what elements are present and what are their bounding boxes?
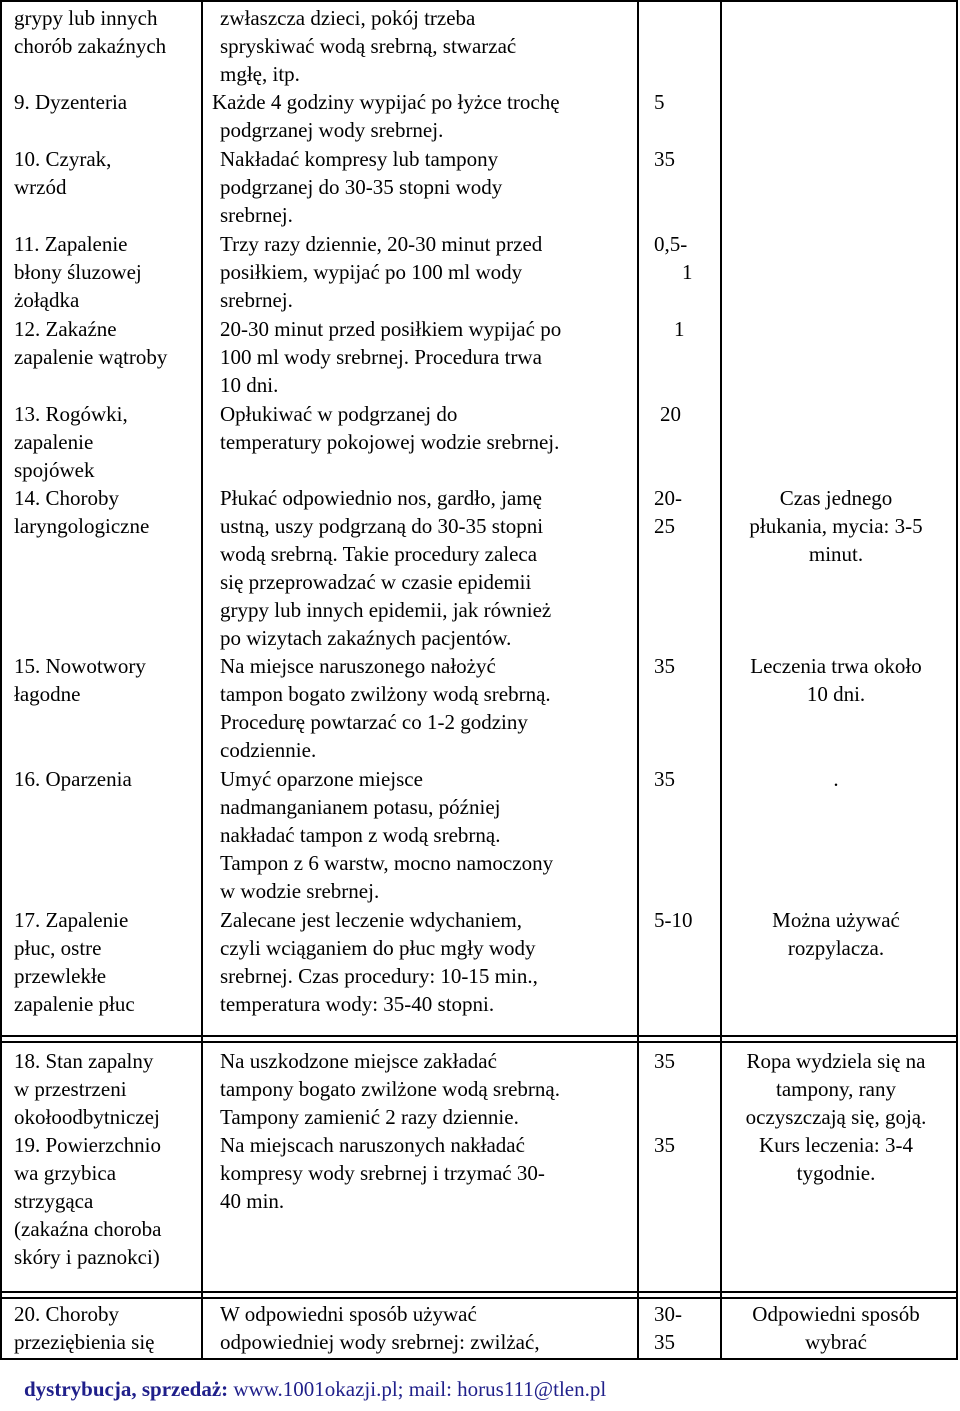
procedure-line: Umyć oparzone miejsce [220, 767, 423, 791]
disease-line: przewlekłe [14, 964, 107, 988]
disease-line: laryngologiczne [14, 514, 150, 538]
procedure-line: temperatura wody: 35-40 stopni. [220, 992, 495, 1016]
remarks-cell [736, 765, 936, 793]
disease-line: przeziębienia się [14, 1330, 155, 1354]
procedure-line: srebrnej. Czas procedury: 10-15 min., [220, 964, 538, 988]
procedure-line: Na miejscach naruszonych nakładać [220, 1133, 525, 1157]
procedure-line: codziennie. [220, 738, 317, 762]
remarks-line: Kurs leczenia: 3-4 [759, 1133, 913, 1157]
concentration-cell [654, 315, 734, 343]
concentration-line: 35 [654, 1133, 675, 1157]
procedure-line: 40 min. [220, 1189, 285, 1213]
procedure-line: srebrnej. [220, 203, 293, 227]
concentration-cell [654, 1300, 734, 1356]
disease-line: łagodne [14, 682, 81, 706]
table-border-col3 [637, 0, 639, 1360]
concentration-line: 35 [654, 1330, 675, 1354]
procedure-line: Tampon z 6 warstw, mocno namoczony [220, 851, 554, 875]
procedure-line: W odpowiedni sposób używać [220, 1302, 477, 1326]
remarks-line: Odpowiedni sposób [752, 1302, 920, 1326]
remarks-line: Czas jednego [779, 486, 893, 510]
procedure-line: Nakładać kompresy lub tampony [220, 147, 499, 171]
disease-cell [14, 1131, 161, 1271]
disease-cell [14, 484, 149, 540]
concentration-line: 1 [674, 317, 685, 341]
disease-line: 18. Stan zapalny [14, 1049, 154, 1073]
remarks-line: tampony, rany [776, 1077, 896, 1101]
procedure-line: zwłaszcza dzieci, pokój trzeba [220, 6, 476, 30]
remarks-line: oczyszczają się, goją. [745, 1105, 927, 1129]
procedure-line: odpowiedniej wody srebrnej: zwilżać, [220, 1330, 540, 1354]
table-border-col2 [201, 0, 203, 1360]
remarks-line: tygodnie. [796, 1161, 876, 1185]
procedure-line: 20-30 minut przed posiłkiem wypijać po [220, 317, 562, 341]
disease-line: 19. Powierzchnio [14, 1133, 161, 1157]
disease-line: 12. Zakaźne [14, 317, 117, 341]
remarks-line: 10 dni. [806, 682, 866, 706]
procedure-line: w wodzie srebrnej. [220, 879, 380, 903]
procedure-line: Trzy razy dziennie, 20-30 minut przed [220, 232, 543, 256]
table-border-left [0, 0, 2, 1360]
concentration-line: 0,5- [654, 232, 688, 256]
procedure-line: posiłkiem, wypijać po 100 ml wody [220, 260, 523, 284]
remarks-line: Ropa wydziela się na [746, 1049, 926, 1073]
concentration-cell [654, 765, 734, 793]
procedure-cell [220, 1300, 540, 1356]
procedure-line: tampony bogato zwilżone wodą srebrną. [220, 1077, 560, 1101]
procedure-line: nadmanganianem potasu, później [220, 795, 501, 819]
procedure-line: się przeprowadzać w czasie epidemii [220, 570, 532, 594]
procedure-cell [220, 765, 553, 905]
procedure-cell [220, 484, 551, 652]
remarks-line: minut. [808, 542, 864, 566]
concentration-line: 35 [654, 147, 675, 171]
remarks-cell [736, 1047, 936, 1131]
procedure-cell [212, 88, 560, 144]
disease-line: 14. Choroby [14, 486, 119, 510]
concentration-line: 1 [682, 260, 693, 284]
table-border-right [956, 0, 958, 1360]
disease-line: grypy lub innych [14, 6, 158, 30]
disease-cell [14, 4, 166, 60]
disease-cell [14, 145, 111, 201]
procedure-line: Procedurę powtarzać co 1-2 godziny [220, 710, 528, 734]
remarks-line: Leczenia trwa około [750, 654, 922, 678]
disease-line: 10. Czyrak, [14, 147, 112, 171]
row-divider [0, 1041, 958, 1043]
disease-line: wrzód [14, 175, 67, 199]
disease-line: 17. Zapalenie [14, 908, 129, 932]
disease-line: 9. Dyzenteria [14, 90, 128, 114]
concentration-line: 35 [654, 767, 675, 791]
disease-cell [14, 315, 167, 371]
disease-cell [14, 1047, 160, 1131]
concentration-cell [654, 484, 734, 540]
concentration-line: 35 [654, 654, 675, 678]
procedure-cell [220, 652, 551, 764]
procedure-cell [220, 4, 516, 88]
disease-line: strzygąca [14, 1189, 94, 1213]
concentration-cell [654, 145, 734, 173]
remarks-line: Można używać [772, 908, 900, 932]
procedure-cell [220, 145, 502, 229]
remarks-cell [736, 652, 936, 708]
disease-line: zapalenie [14, 430, 94, 454]
disease-line: (zakaźna choroba [14, 1217, 162, 1241]
disease-line: 20. Choroby [14, 1302, 119, 1326]
procedure-cell [220, 1131, 545, 1215]
concentration-line: 25 [654, 514, 675, 538]
disease-line: 16. Oparzenia [14, 767, 132, 791]
disease-line: w przestrzeni [14, 1077, 127, 1101]
procedure-line: czyli wciąganiem do płuc mgły wody [220, 936, 536, 960]
disease-line: zapalenie płuc [14, 992, 135, 1016]
remarks-line: płukania, mycia: 3-5 [749, 514, 923, 538]
procedure-line: temperatury pokojowej wodzie srebrnej. [220, 430, 560, 454]
disease-cell [14, 88, 127, 116]
procedure-line: spryskiwać wodą srebrną, stwarzać [220, 34, 517, 58]
remarks-line: . [833, 767, 839, 791]
concentration-cell [654, 1047, 734, 1075]
disease-line: 15. Nowotwory [14, 654, 146, 678]
disease-line: zapalenie wątroby [14, 345, 168, 369]
procedure-line: Opłukiwać w podgrzanej do [220, 402, 458, 426]
disease-line: okołoodbytniczej [14, 1105, 160, 1129]
disease-cell [14, 652, 146, 708]
procedure-line: srebrnej. [220, 288, 293, 312]
remarks-cell [736, 484, 936, 568]
remarks-line: rozpylacza. [787, 936, 885, 960]
procedure-cell [220, 315, 561, 399]
concentration-cell [654, 400, 734, 428]
concentration-line: 35 [654, 1049, 675, 1073]
disease-line: 13. Rogówki, [14, 402, 128, 426]
disease-cell [14, 230, 142, 314]
procedure-line: grypy lub innych epidemii, jak również [220, 598, 552, 622]
concentration-cell [654, 906, 734, 934]
row-divider [0, 1035, 958, 1037]
concentration-line: 30- [654, 1302, 682, 1326]
distribution-footer [24, 1375, 606, 1403]
procedure-cell [220, 400, 559, 456]
procedure-line: podgrzanej wody srebrnej. [220, 118, 444, 142]
procedure-line: wodą srebrną. Takie procedury zaleca [220, 542, 538, 566]
disease-line: chorób zakaźnych [14, 34, 167, 58]
disease-cell [14, 906, 135, 1018]
remarks-line: wybrać [805, 1330, 867, 1354]
procedure-line: Tampony zamienić 2 razy dziennie. [220, 1105, 519, 1129]
disease-line: wa grzybica [14, 1161, 117, 1185]
concentration-line: 5-10 [654, 908, 693, 932]
remarks-cell [736, 1300, 936, 1356]
procedure-line: 100 ml wody srebrnej. Procedura trwa [220, 345, 542, 369]
disease-cell [14, 1300, 155, 1356]
concentration-line: 20 [660, 402, 681, 426]
disease-line: 11. Zapalenie [14, 232, 128, 256]
procedure-line: mgłę, itp. [220, 62, 300, 86]
disease-line: błony śluzowej [14, 260, 142, 284]
procedure-line: 10 dni. [220, 373, 279, 397]
disease-cell [14, 400, 128, 484]
disease-line: skóry i paznokci) [14, 1245, 160, 1269]
procedure-line: Zalecane jest leczenie wdychaniem, [220, 908, 522, 932]
procedure-line: Każde 4 godziny wypijać po łyżce trochę [212, 90, 560, 114]
disease-cell [14, 765, 132, 793]
procedure-line: tampon bogato zwilżony wodą srebrną. [220, 682, 551, 706]
footer-label: dystrybucja, sprzedaż: [24, 1377, 229, 1401]
remarks-cell [736, 906, 936, 962]
procedure-line: po wizytach zakaźnych pacjentów. [220, 626, 512, 650]
procedure-line: ustną, uszy podgrzaną do 30-35 stopni [220, 514, 544, 538]
procedure-cell [220, 1047, 560, 1131]
disease-line: spojówek [14, 458, 95, 482]
remarks-cell [736, 1131, 936, 1187]
procedure-line: Na miejsce naruszonego nałożyć [220, 654, 496, 678]
procedure-line: Płukać odpowiednio nos, gardło, jamę [220, 486, 542, 510]
footer-contact[interactable]: www.1001okazji.pl; mail: horus111@tlen.pl [228, 1377, 607, 1401]
concentration-line: 20- [654, 486, 682, 510]
concentration-cell [654, 652, 734, 680]
disease-line: żołądka [14, 288, 80, 312]
table-border-bottom [0, 1358, 958, 1360]
procedure-line: podgrzanej do 30-35 stopni wody [220, 175, 503, 199]
table-border-top [0, 0, 958, 2]
procedure-cell [220, 906, 538, 1018]
row-divider [0, 1297, 958, 1299]
procedure-line: nakładać tampon z wodą srebrną. [220, 823, 501, 847]
procedure-line: Na uszkodzone miejsce zakładać [220, 1049, 497, 1073]
procedure-line: kompresy wody srebrnej i trzymać 30- [220, 1161, 545, 1185]
concentration-cell [654, 88, 734, 116]
concentration-cell [654, 1131, 734, 1159]
disease-line: płuc, ostre [14, 936, 102, 960]
procedure-cell [220, 230, 542, 314]
row-divider [0, 1291, 958, 1293]
concentration-cell [654, 230, 734, 286]
concentration-line: 5 [654, 90, 665, 114]
